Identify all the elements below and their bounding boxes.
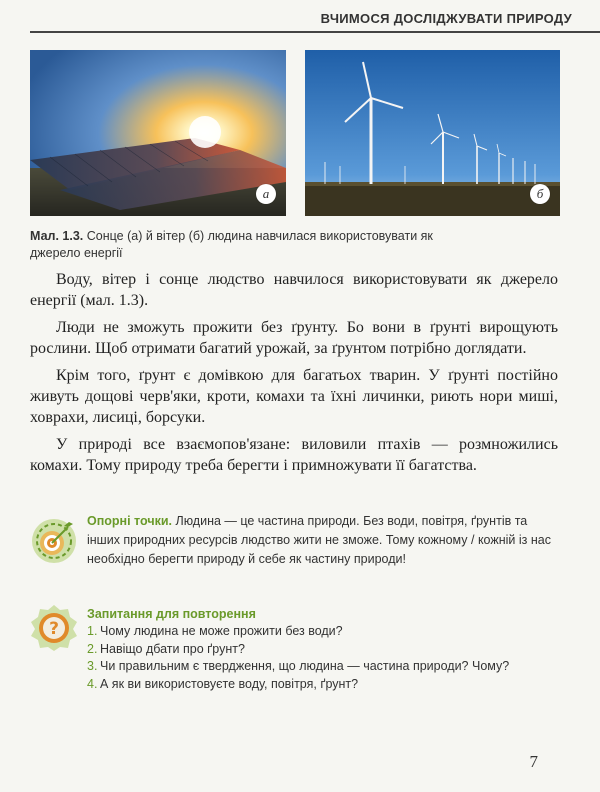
question-text: А як ви використовуєте воду, повітря, ґрунт? (100, 676, 359, 691)
paragraph: Люди не зможуть прожити без ґрунту. Бо вони в ґрунті вирощують рослини. Щоб отримати багатий урожай, за ґрунтом потрібно доглядати. (30, 319, 558, 357)
question-icon (30, 604, 78, 652)
question-number: 4. (87, 676, 98, 691)
question-number: 3. (87, 659, 98, 673)
caption-number: Мал. 1.3. (30, 229, 84, 243)
header-title: ВЧИМОСЯ ДОСЛІДЖУВАТИ ПРИРОДУ (320, 11, 572, 26)
review-title: Запитання для повторення (87, 607, 256, 621)
key-points-body: Людина — це частина природи. Без води, повітря, ґрунтів та інших природних ресурсів людство жити не зможе. Тому кожному / кожній із нас необхідно берегти природу й себе як частину природи! (87, 514, 551, 566)
solar-panels-image (30, 50, 286, 216)
question-number: 1. (87, 624, 98, 638)
question-text: Навіщо дбати про ґрунт? (100, 641, 245, 656)
paragraph: У природі все взаємопов'язане: виловили птахів — розмножились комахи. Тому природу треба берегти і примножувати її багатства. (30, 436, 558, 474)
page-number: 7 (529, 752, 538, 771)
question-number: 2. (87, 641, 98, 656)
photo-b-label: б (530, 184, 550, 204)
page-header (30, 0, 600, 40)
list-item (87, 658, 561, 676)
list-item (87, 641, 561, 659)
question-text: Чому людина не може прожити без води? (100, 624, 343, 638)
header-rule (30, 31, 600, 33)
key-points-text (87, 512, 561, 569)
solar-panels-photo (30, 50, 286, 216)
paragraph: Воду, вітер і сонце людство навчилося використовувати як джерело енергії (мал. 1.3). (30, 271, 558, 309)
svg-text:?: ? (49, 619, 59, 639)
paragraph: Крім того, ґрунт є домівкою для багатьох тварин. У ґрунті постійно живуть дощові черв'яки, кроти, комахи та їхні личинки, риють нори миші, ховрахи, лисиці, борсуки. (30, 367, 558, 426)
question-text: Чи правильним є твердження, що людина — частина природи? Чому? (100, 659, 510, 673)
target-icon (30, 517, 78, 565)
wind-turbines-photo (305, 50, 560, 216)
review-question-list (87, 623, 561, 693)
key-points-heading: Опорні точки. (87, 514, 172, 528)
figure-caption (30, 228, 480, 262)
caption-text: Сонце (а) й вітер (б) людина навчилася використовувати як джерело енергії (30, 229, 433, 260)
key-points-box (30, 512, 560, 602)
list-item (87, 676, 561, 694)
review-questions-box (30, 602, 560, 722)
photo-a-label: а (256, 184, 276, 204)
wind-turbines-image (305, 50, 560, 216)
list-item (87, 623, 561, 641)
body-text (30, 269, 558, 482)
